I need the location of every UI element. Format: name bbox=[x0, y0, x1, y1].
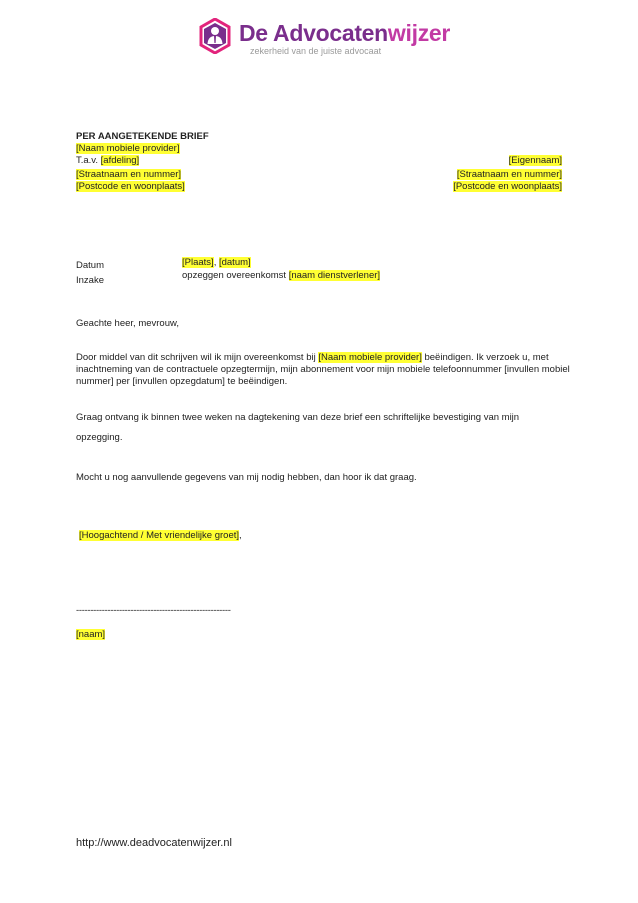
paragraph-confirmation-line1: Graag ontvang ik binnen twee weken na dagtekening van deze brief een schriftelijke bevestiging van mijn bbox=[76, 412, 520, 423]
paragraph-confirmation-line2: opzegging. bbox=[76, 432, 123, 443]
date-value: [Plaats], [datum] bbox=[182, 257, 251, 268]
paragraph-termination: Door middel van dit schrijven wil ik mijn overeenkomst bij [Naam mobiele provider] beëindigen. Ik verzoek u, met inachtneming van de contractuele opzegtermijn, mijn abonnement voor mijn mobiele telefoonnummer [invullen mobiel nummer] per [invullen opzegdatum] te beëindigen. bbox=[76, 352, 570, 387]
sender-postal: [Postcode en woonplaats] bbox=[76, 181, 185, 192]
signature-line: ------------------------------------------------------ bbox=[76, 605, 231, 616]
subject-label: Inzake bbox=[76, 275, 104, 286]
logo-title: De Advocatenwijzer bbox=[239, 20, 451, 46]
recipient-owner: [Eigennaam] bbox=[508, 155, 562, 166]
logo-tagline: zekerheid van de juiste advocaat bbox=[250, 46, 382, 56]
subject-value: opzeggen overeenkomst [naam dienstverlener] bbox=[182, 270, 381, 281]
signer-name: [naam] bbox=[76, 629, 106, 640]
sender-attn: T.a.v. [afdeling] bbox=[76, 155, 140, 166]
footer-url[interactable]: http://www.deadvocatenwijzer.nl bbox=[76, 837, 232, 849]
paragraph-contact: Mocht u nog aanvullende gegevens van mij nodig hebben, dan hoor ik dat graag. bbox=[76, 472, 417, 483]
lawyer-hexagon-icon bbox=[199, 18, 231, 54]
sender-provider: [Naam mobiele provider] bbox=[76, 143, 180, 154]
date-label: Datum bbox=[76, 260, 104, 271]
salutation: Geachte heer, mevrouw, bbox=[76, 318, 179, 329]
closing: [Hoogachtend / Met vriendelijke groet], bbox=[79, 530, 242, 541]
recipient-postal: [Postcode en woonplaats] bbox=[453, 181, 562, 192]
letter-heading: PER AANGETEKENDE BRIEF bbox=[76, 131, 209, 142]
recipient-street: [Straatnaam en nummer] bbox=[456, 169, 562, 180]
sender-street: [Straatnaam en nummer] bbox=[76, 169, 182, 180]
